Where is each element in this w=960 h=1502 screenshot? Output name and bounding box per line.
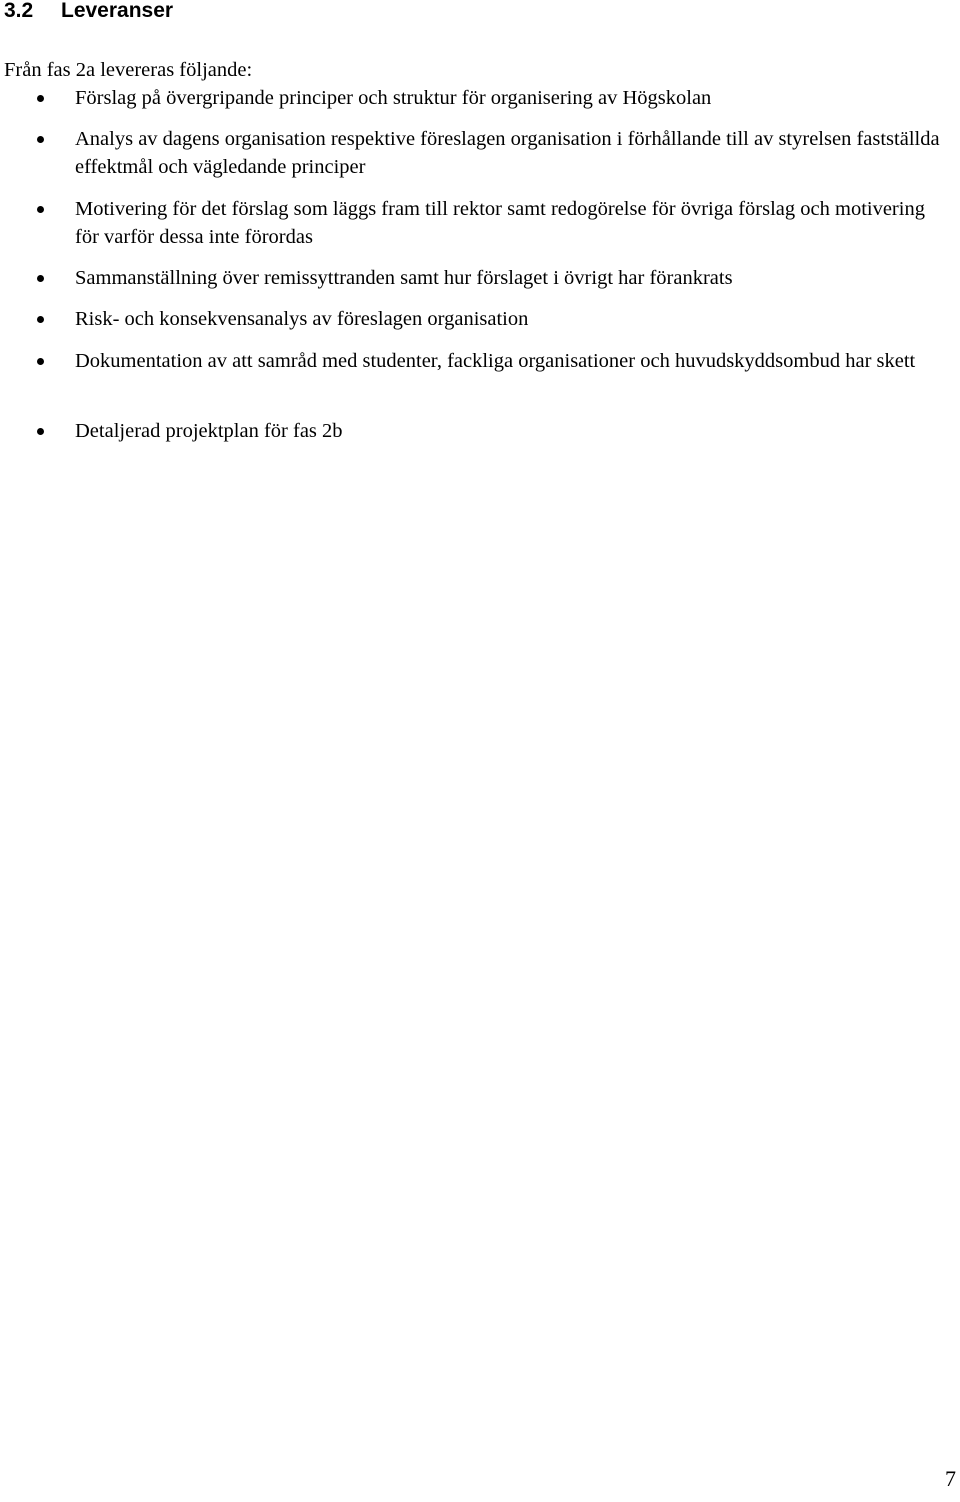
list-item-text: Förslag på övergripande principer och struktur för organisering av Högskolan [75,87,712,109]
section-title: Leveranser [61,0,174,22]
list-item-text: Dokumentation av att samråd med studenter, fackliga organisationer och huvudskyddsombud har skett [75,350,916,372]
bullet-icon [37,206,44,213]
bullet-icon [37,95,44,102]
list-item-text: Detaljerad projektplan för fas 2b [75,420,343,442]
list-item [75,417,945,445]
bullet-icon [37,428,44,435]
list-item [75,195,945,251]
page-number: 7 [945,1466,956,1491]
list-item [75,264,945,292]
list-item-text: Analys av dagens organisation respektive föreslagen organisation i förhållande till av styrelsen fastställda effektmål och vägledande principer [75,128,940,178]
section-heading [4,0,173,25]
list-item-text: Sammanställning över remissyttranden samt hur förslaget i övrigt har förankrats [75,267,733,289]
bullet-icon [37,136,44,143]
list-item-text: Risk- och konsekvensanalys av föreslagen organisation [75,308,529,330]
list-item [75,84,945,112]
list-item-text: Motivering för det förslag som läggs fram till rektor samt redogörelse för övriga förslag och motivering för varför dessa inte förordas [75,198,925,248]
list-item [75,125,945,181]
list-item [75,305,945,333]
bullet-icon [37,275,44,282]
bullet-icon [37,358,44,365]
section-number: 3.2 [4,0,34,22]
list-item [75,347,945,375]
intro-text: Från fas 2a levereras följande: [4,59,253,81]
bullet-icon [37,316,44,323]
